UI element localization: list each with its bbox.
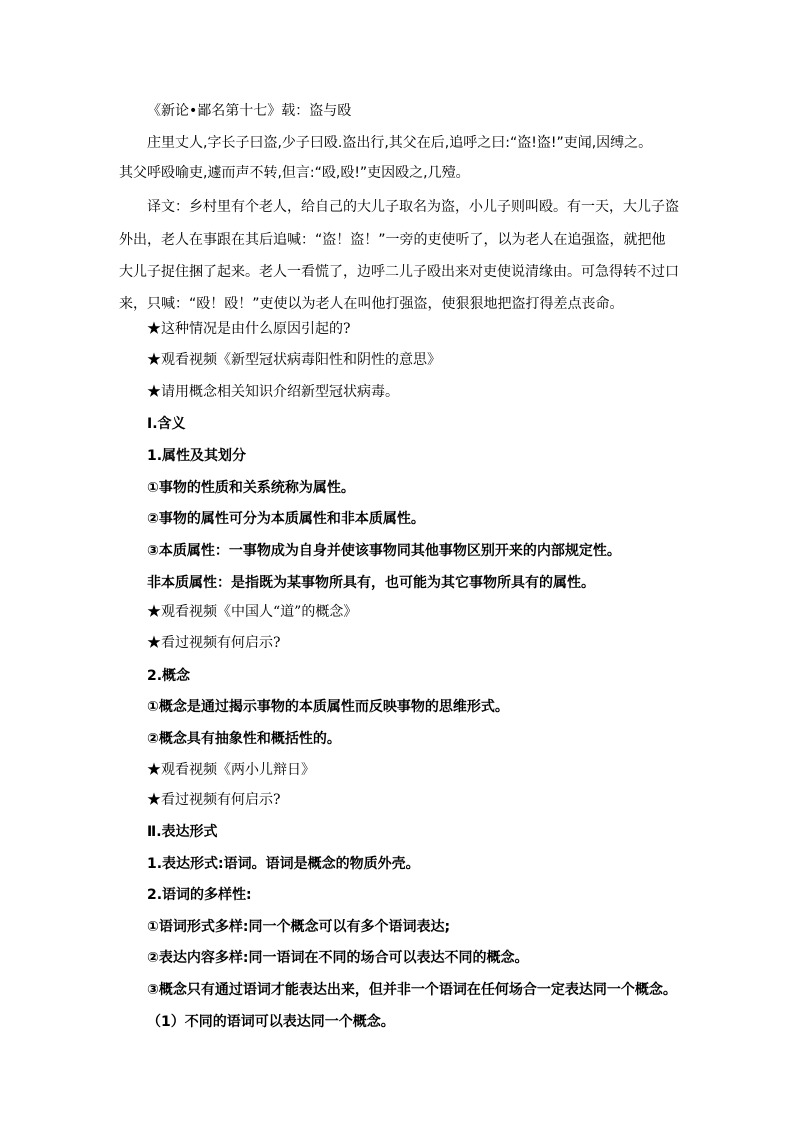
story-title: 《新论•鄙名第十七》载：盗与殴 [147, 103, 352, 119]
subsection-heading: 1.属性及其划分 [147, 448, 247, 464]
point-text: 非本质属性：是指既为某事物所具有，也可能为其它事物所具有的属性。 [147, 575, 595, 591]
section-heading: Ⅱ.表达形式 [147, 824, 218, 840]
point-text: ①语词形式多样:同一个概念可以有多个语词表达; [147, 919, 451, 935]
prompt-video: ★观看视频《新型冠状病毒阳性和阴性的意思》 [147, 352, 441, 368]
translation-line: 外出，老人在事跟在其后追喊：“盗！盗！”一旁的吏使听了，以为老人在追强盗，就把他 [119, 232, 666, 248]
point-text: 1.表达形式:语词。语词是概念的物质外壳。 [147, 856, 420, 872]
original-text-line: 庄里丈人,字长子曰盗,少子曰殴.盗出行,其父在后,追呼之曰:“盗!盗!”吏闻,因缚之。 [147, 135, 653, 151]
subsection-heading: 2.概念 [147, 668, 191, 684]
point-text: ③概念只有通过语词才能表达出来，但并非一个语词在任何场合一定表达同一个概念。 [147, 982, 677, 998]
translation-line: 译文：乡村里有个老人，给自己的大儿子取名为盗，小儿子则叫殴。有一天，大儿子盗 [147, 199, 679, 215]
prompt-question: ★看过视频有何启示? [147, 635, 281, 651]
prompt-video: ★观看视频《两小儿辩日》 [147, 762, 315, 778]
section-heading: Ⅰ.含义 [147, 416, 186, 432]
point-text: ②事物的属性可分为本质属性和非本质属性。 [147, 511, 425, 527]
point-text: ①事物的性质和关系统称为属性。 [147, 480, 355, 496]
point-text: 2.语词的多样性: [147, 887, 252, 903]
point-text: ②概念具有抽象性和概括性的。 [147, 731, 341, 747]
prompt-video: ★观看视频《中国人“道”的概念》 [147, 604, 358, 620]
point-text: ①概念是通过揭示事物的本质属性而反映事物的思维形式。 [147, 699, 509, 715]
point-text: ②表达内容多样:同一语词在不同的场合可以表达不同的概念。 [147, 950, 529, 966]
prompt-task: ★请用概念相关知识介绍新型冠状病毒。 [147, 384, 399, 400]
prompt-question: ★这种情况是由什么原因引起的? [147, 321, 351, 337]
point-text: （1）不同的语词可以表达同一个概念。 [147, 1014, 395, 1030]
translation-line: 来，只喊：“殴！殴！”吏使以为老人在叫他打强盗，使狠狠地把盗打得差点丧命。 [119, 296, 624, 312]
original-text-line: 其父呼殴喻吏,遽而声不转,但言:“殴,殴!”吏因殴之,几殪。 [119, 165, 470, 181]
point-text: ③本质属性：一事物成为自身并使该事物同其他事物区别开来的内部规定性。 [147, 543, 621, 559]
translation-line: 大儿子捉住捆了起来。老人一看慌了，边呼二儿子殴出来对吏使说清缘由。可急得转不过口 [119, 264, 679, 280]
prompt-question: ★看过视频有何启示? [147, 792, 281, 808]
